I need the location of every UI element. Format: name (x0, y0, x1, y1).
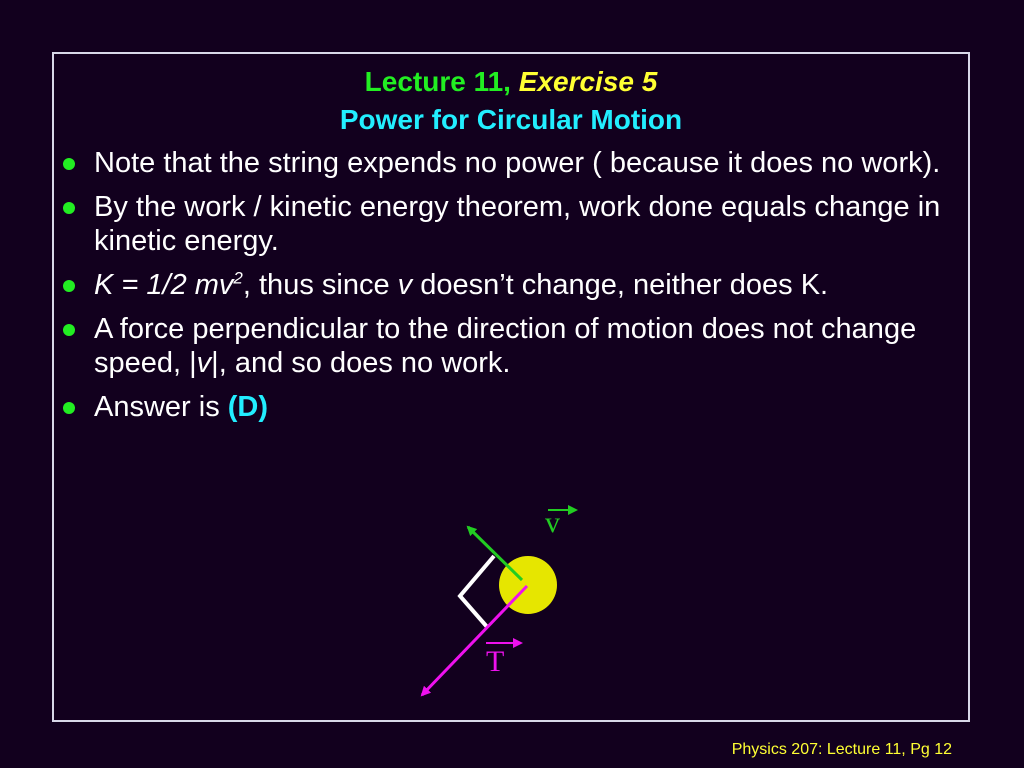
velocity-symbol: v (397, 269, 413, 301)
slide-footer: Physics 207: Lecture 11, Pg 12 (731, 741, 952, 758)
tension-label: T (486, 645, 505, 678)
bullet-text-rest: doesn’t change, neither does K. (412, 269, 829, 301)
answer-prefix: Answer is (94, 391, 228, 423)
right-angle-marker (460, 556, 494, 628)
bullet-text-pre: A force perpendicular to the direction of motion does not change speed, | (94, 313, 917, 379)
bullet-text-post: |, and so does no work. (211, 347, 511, 379)
answer-value: (D) (227, 391, 269, 423)
bullet-text-mid: , thus since (242, 269, 398, 301)
tension-arrow (422, 586, 527, 695)
slide-subtitle: Power for Circular Motion (339, 104, 683, 135)
bullet-text: Note that the string expends no power ( because it does no work). (94, 147, 941, 179)
formula-exponent: 2 (233, 268, 243, 288)
title-exercise: Exercise 5 (518, 66, 658, 97)
title-lecture: Lecture 11, (364, 66, 511, 97)
kinetic-energy-formula: K = 1/2 mv (94, 269, 234, 301)
bullet-text: By the work / kinetic energy theorem, work done equals change in kinetic energy. (94, 191, 941, 257)
velocity-label: v (545, 506, 560, 539)
velocity-arrow (468, 527, 522, 580)
velocity-symbol: v (196, 347, 212, 379)
